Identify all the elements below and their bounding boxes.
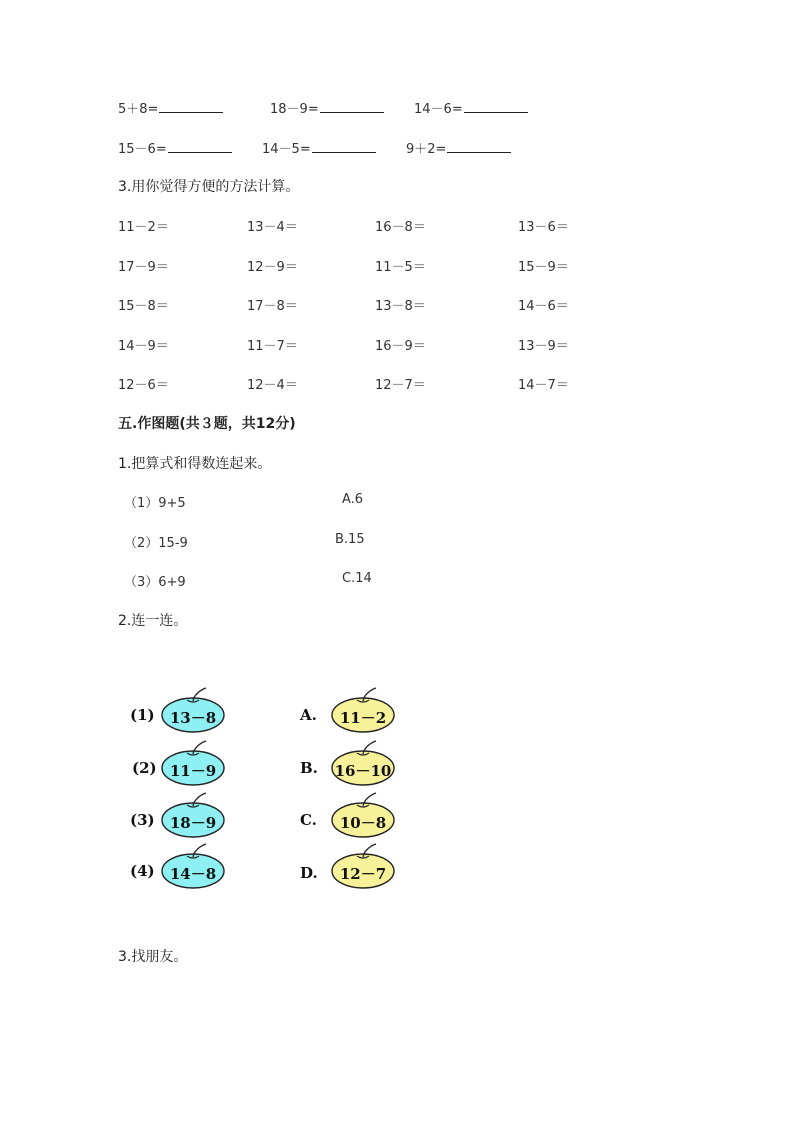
fill-item: 14－5=	[262, 138, 376, 157]
apple-expression: 11－2	[339, 709, 387, 727]
fill-item: 9＋2=	[406, 138, 511, 157]
fill-item: 5＋8=	[118, 98, 223, 117]
apple-number-label: (2)	[132, 759, 157, 777]
calc-item: 14－6＝	[518, 299, 569, 314]
section-title: 五.作图题(共３题，共12分)	[118, 416, 296, 432]
apple-right[interactable]	[330, 842, 400, 890]
match-right-item[interactable]: A.6	[342, 492, 364, 507]
apple-expression: 13－8	[169, 709, 217, 727]
calc-item: 11－2＝	[118, 220, 169, 235]
apple-left[interactable]	[160, 842, 230, 890]
calc-item: 13－6＝	[518, 220, 569, 235]
apple-letter-label: C.	[300, 811, 317, 829]
answer-blank[interactable]	[312, 140, 376, 153]
calc-item: 11－7＝	[247, 339, 298, 354]
calc-item: 17－8＝	[247, 299, 298, 314]
calc-item: 14－9＝	[118, 339, 169, 354]
apple-letter-label: A.	[300, 706, 317, 724]
calc-item: 13－9＝	[518, 339, 569, 354]
question-title: 3.找朋友。	[118, 949, 188, 965]
calc-item: 11－5＝	[375, 260, 426, 275]
apple-right[interactable]	[330, 686, 400, 734]
calc-item: 12－7＝	[375, 378, 426, 393]
apple-expression: 16－10	[334, 762, 392, 780]
apple-left[interactable]	[160, 791, 230, 839]
question-title: 1.把算式和得数连起来。	[118, 456, 272, 472]
calc-item: 16－9＝	[375, 339, 426, 354]
question-title: 2.连一连。	[118, 613, 188, 629]
calc-item: 17－9＝	[118, 260, 169, 275]
match-right-item[interactable]: B.15	[335, 532, 365, 547]
calc-item: 13－8＝	[375, 299, 426, 314]
apple-left[interactable]	[160, 739, 230, 787]
apple-right[interactable]	[330, 791, 400, 839]
match-right-item[interactable]: C.14	[342, 571, 372, 586]
calc-item: 13－4＝	[247, 220, 298, 235]
apple-letter-label: B.	[300, 759, 318, 777]
answer-blank[interactable]	[320, 100, 384, 113]
apple-expression: 11－9	[169, 762, 217, 780]
apple-number-label: (1)	[130, 706, 155, 724]
answer-blank[interactable]	[464, 100, 528, 113]
answer-blank[interactable]	[447, 140, 511, 153]
calc-item: 12－4＝	[247, 378, 298, 393]
calc-item: 16－8＝	[375, 220, 426, 235]
apple-left[interactable]	[160, 686, 230, 734]
apple-number-label: (4)	[130, 862, 155, 880]
calc-item: 15－9＝	[518, 260, 569, 275]
apple-right[interactable]	[330, 739, 400, 787]
apple-number-label: (3)	[130, 811, 155, 829]
fill-item: 15－6=	[118, 138, 232, 157]
calc-item: 12－6＝	[118, 378, 169, 393]
match-left-item[interactable]: （2）15-9	[124, 536, 188, 551]
calc-item: 15－8＝	[118, 299, 169, 314]
calc-item: 12－9＝	[247, 260, 298, 275]
apple-expression: 14－8	[169, 865, 217, 883]
apple-expression: 12－7	[339, 865, 387, 883]
apple-letter-label: D.	[300, 864, 318, 882]
match-left-item[interactable]: （1）9+5	[124, 496, 186, 511]
calc-item: 14－7＝	[518, 378, 569, 393]
answer-blank[interactable]	[168, 140, 232, 153]
match-left-item[interactable]: （3）6+9	[124, 575, 186, 590]
question-title: 3.用你觉得方便的方法计算。	[118, 179, 300, 195]
fill-item: 18－9=	[270, 98, 384, 117]
apple-expression: 18－9	[169, 814, 217, 832]
fill-item: 14－6=	[414, 98, 528, 117]
answer-blank[interactable]	[159, 100, 223, 113]
apple-expression: 10－8	[339, 814, 387, 832]
